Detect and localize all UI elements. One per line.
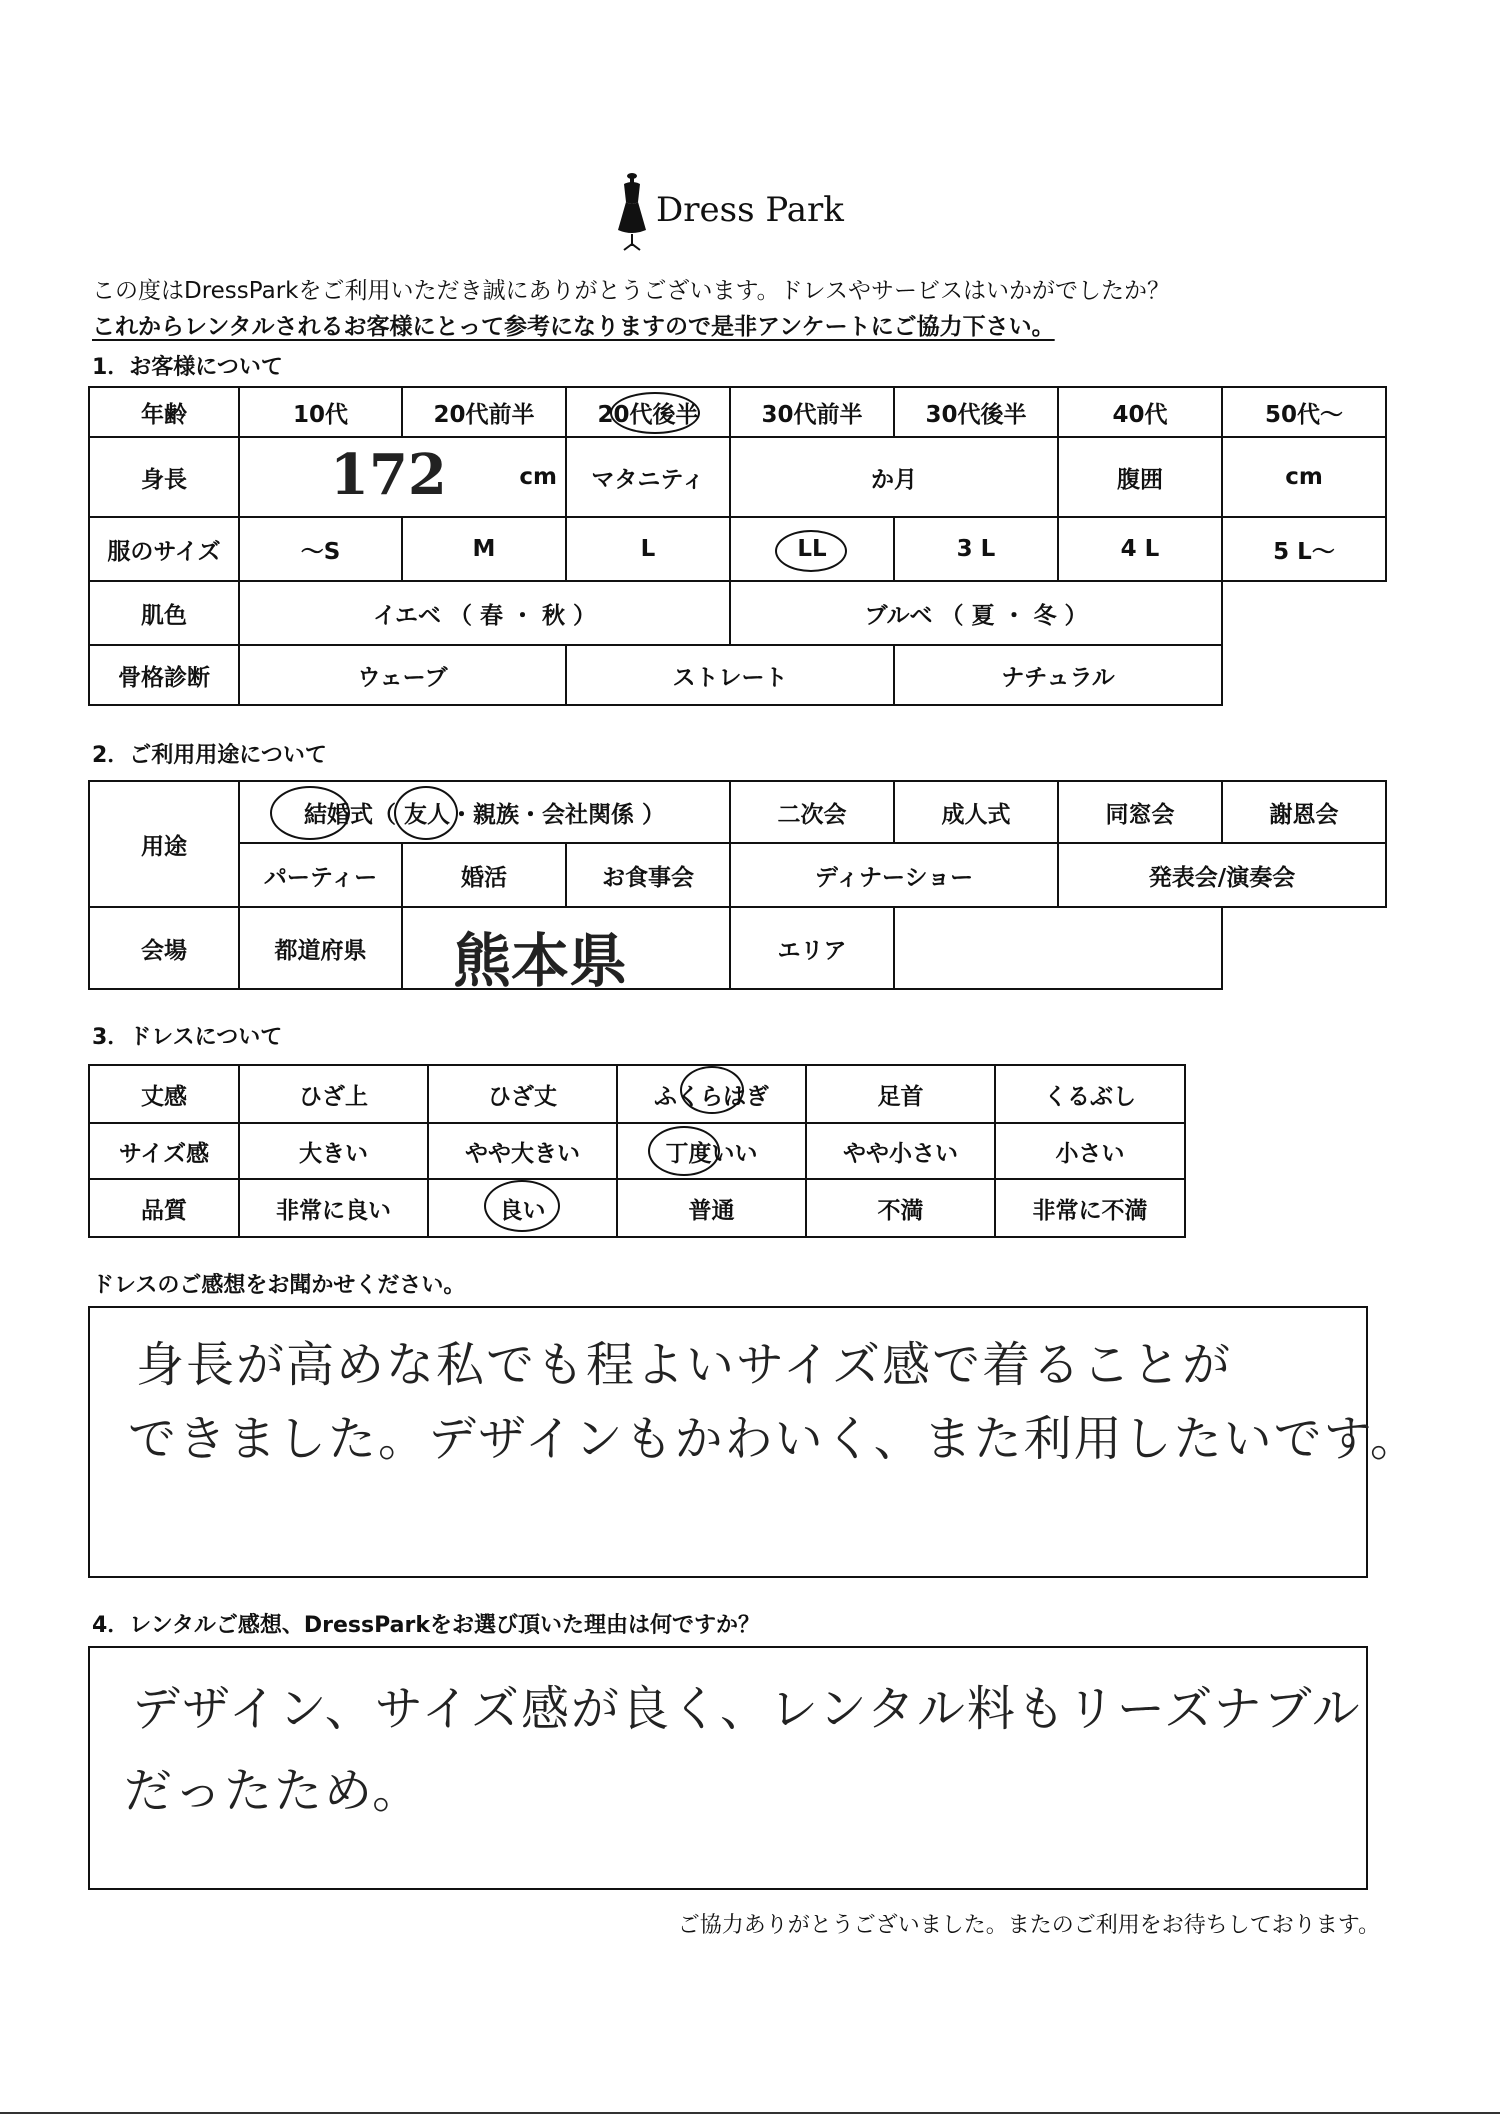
purpose-option[interactable]: パーティー — [238, 842, 403, 908]
height-unit: cm — [519, 464, 557, 490]
size-label: 服のサイズ — [88, 516, 240, 582]
dress-comment-prompt: ドレスのご感想をお聞かせください。 — [92, 1273, 466, 1298]
intro-line-2: これからレンタルされるお客様にとって参考になりますので是非アンケートにご協力下さい。 — [92, 314, 1055, 340]
purpose-option[interactable]: お食事会 — [565, 842, 731, 908]
height-value: 172 — [330, 442, 447, 508]
friend-selection-mark — [394, 786, 458, 840]
section-3-title: 3．ドレスについて — [92, 1025, 283, 1050]
dress-comment-line-2: できました。デザインもかわいく、また利用したいです。 — [128, 1411, 1420, 1467]
fit-label: サイズ感 — [88, 1122, 240, 1180]
size-option[interactable]: L — [565, 516, 731, 582]
purpose-option[interactable]: 婚活 — [401, 842, 567, 908]
wedding-selection-mark — [270, 786, 350, 840]
frame-option[interactable]: ナチュラル — [893, 644, 1223, 706]
section-4-title: 4．レンタルご感想、DressParkをお選び頂いた理由は何ですか？ — [92, 1613, 760, 1638]
size-option[interactable]: 3 L — [893, 516, 1059, 582]
purpose-option[interactable]: 成人式 — [893, 780, 1059, 844]
size-option[interactable]: 〜S — [238, 516, 403, 582]
size-option[interactable]: M — [401, 516, 567, 582]
size-selection-mark — [775, 530, 847, 572]
quality-option-selected[interactable]: 良い — [427, 1178, 618, 1238]
reason-box[interactable] — [88, 1646, 1368, 1890]
quality-option[interactable]: 非常に不満 — [994, 1178, 1186, 1238]
maternity-field[interactable] — [729, 436, 1059, 518]
scan-edge-line — [0, 2112, 1500, 2114]
prefecture-field[interactable] — [401, 906, 731, 990]
quality-option[interactable]: 非常に良い — [238, 1178, 429, 1238]
purpose-option[interactable]: ディナーショー — [729, 842, 1059, 908]
length-option[interactable]: ひざ丈 — [427, 1064, 618, 1124]
size-option[interactable]: 5 L〜 — [1221, 516, 1387, 582]
age-selection-mark — [610, 392, 700, 434]
fit-selection-mark — [648, 1126, 720, 1176]
age-option[interactable]: 10代 — [238, 386, 403, 438]
purpose-option-wedding[interactable]: 結婚式（ 友人・親族・会社関係 ） — [238, 780, 731, 844]
age-option[interactable]: 40代 — [1057, 386, 1223, 438]
fit-option[interactable]: 小さい — [994, 1122, 1186, 1180]
length-option[interactable]: くるぶし — [994, 1064, 1186, 1124]
purpose-option[interactable]: 同窓会 — [1057, 780, 1223, 844]
dress-form-icon — [612, 168, 652, 258]
waist-unit: cm — [1285, 464, 1323, 490]
length-option[interactable]: ひざ上 — [238, 1064, 429, 1124]
fit-option[interactable]: 大きい — [238, 1122, 429, 1180]
intro-line-1: この度はDressParkをご利用いただき誠にありがとうございます。ドレスやサービスはいかがでしたか？ — [92, 278, 1170, 304]
purpose-option[interactable]: 謝恩会 — [1221, 780, 1387, 844]
age-option[interactable]: 20代前半 — [401, 386, 567, 438]
size-option-selected[interactable]: LL — [729, 516, 895, 582]
prefecture-value: 熊本県 — [453, 927, 628, 990]
age-option[interactable]: 30代前半 — [729, 386, 895, 438]
fit-option[interactable]: やや大きい — [427, 1122, 618, 1180]
dress-comment-line-1: 身長が高めな私でも程よいサイズ感で着ることが — [136, 1337, 1233, 1393]
area-label: エリア — [729, 906, 895, 990]
size-option[interactable]: 4 L — [1057, 516, 1223, 582]
logo-text: Dress Park — [656, 190, 844, 230]
quality-option[interactable]: 普通 — [616, 1178, 807, 1238]
purpose-option[interactable]: 発表会/演奏会 — [1057, 842, 1387, 908]
purpose-option[interactable]: 二次会 — [729, 780, 895, 844]
reason-line-2: だったため。 — [124, 1763, 423, 1819]
age-option[interactable]: 50代〜 — [1221, 386, 1387, 438]
maternity-unit: か月 — [871, 466, 917, 493]
skin-option-blue[interactable]: ブルベ （ 夏 ・ 冬 ） — [729, 580, 1223, 646]
venue-label: 会場 — [88, 906, 240, 990]
age-option[interactable]: 30代後半 — [893, 386, 1059, 438]
fit-option-selected[interactable]: 丁度いい — [616, 1122, 807, 1180]
section-2-title: 2．ご利用用途について — [92, 743, 327, 768]
frame-label: 骨格診断 — [88, 644, 240, 706]
quality-selection-mark — [484, 1180, 560, 1232]
length-option-selected[interactable]: ふくらはぎ — [616, 1064, 807, 1124]
quality-label: 品質 — [88, 1178, 240, 1238]
age-label: 年齢 — [88, 386, 240, 438]
closing-message: ご協力ありがとうございました。またのご利用をお待ちしております。 — [677, 1913, 1380, 1938]
age-option-selected[interactable]: 20代後半 — [565, 386, 731, 438]
frame-option[interactable]: ストレート — [565, 644, 895, 706]
length-label: 丈感 — [88, 1064, 240, 1124]
dress-comment-box[interactable] — [88, 1306, 1420, 1578]
skin-label: 肌色 — [88, 580, 240, 646]
waist-label: 腹囲 — [1057, 436, 1223, 518]
quality-option[interactable]: 不満 — [805, 1178, 996, 1238]
length-option[interactable]: 足首 — [805, 1064, 996, 1124]
fit-option[interactable]: やや小さい — [805, 1122, 996, 1180]
waist-field[interactable] — [1221, 436, 1387, 518]
section-1-title: 1．お客様について — [92, 355, 283, 380]
frame-option[interactable]: ウェーブ — [238, 644, 567, 706]
area-field[interactable] — [893, 906, 1223, 990]
prefecture-label: 都道府県 — [238, 906, 403, 990]
dresspark-logo — [612, 168, 852, 258]
length-selection-mark — [680, 1066, 744, 1114]
height-label: 身長 — [88, 436, 240, 518]
skin-option-yellow[interactable]: イエベ （ 春 ・ 秋 ） — [238, 580, 731, 646]
height-field[interactable] — [238, 436, 567, 518]
maternity-label: マタニティ — [565, 436, 731, 518]
reason-line-1: デザイン、サイズ感が良く、レンタル料もリーズナブル — [132, 1681, 1362, 1737]
purpose-label: 用途 — [88, 780, 240, 908]
